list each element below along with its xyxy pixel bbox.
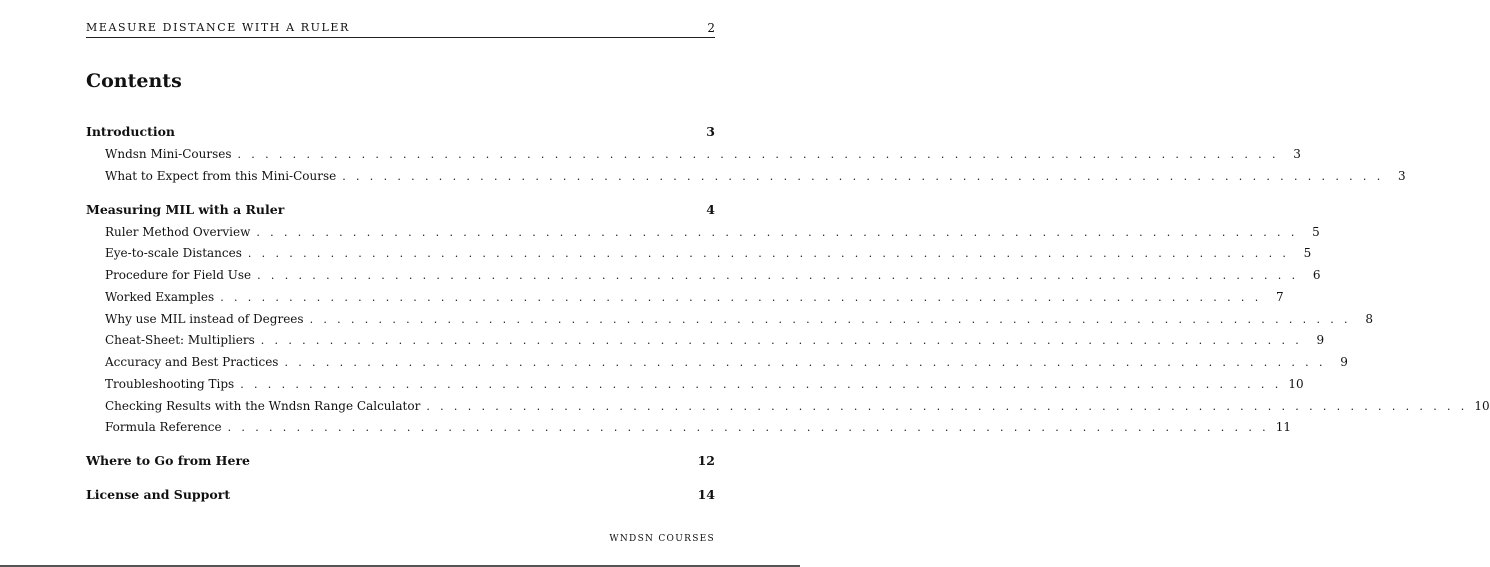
toc-entry-range-calculator[interactable] xyxy=(105,397,1490,415)
toc-entry-accuracy[interactable] xyxy=(105,353,1348,371)
toc-section-label: License and Support xyxy=(86,487,231,502)
toc-entry-page: 10 xyxy=(1474,399,1490,413)
toc-section-page: 12 xyxy=(697,453,715,468)
toc-section-label: Measuring MIL with a Ruler xyxy=(86,202,285,217)
toc-entry-page: 5 xyxy=(1312,225,1320,239)
toc-entry-label: What to Expect from this Mini-Course xyxy=(105,169,337,183)
toc-entry-ruler-method-overview[interactable] xyxy=(105,223,1320,241)
toc-entry-page: 10 xyxy=(1288,377,1304,391)
toc-entry-formula-reference[interactable] xyxy=(105,418,1292,436)
running-title: MEASURE DISTANCE WITH A RULER xyxy=(86,21,350,34)
toc-entry-page: 7 xyxy=(1275,290,1284,304)
toc-entry-troubleshooting[interactable] xyxy=(105,375,1304,393)
toc-entry-page: 8 xyxy=(1365,312,1373,326)
toc-title: Contents xyxy=(86,70,182,92)
toc-entry-eye-to-scale[interactable] xyxy=(105,244,1312,262)
toc-entry-page: 9 xyxy=(1316,333,1325,347)
toc-section-label: Where to Go from Here xyxy=(86,453,250,468)
dot-leader: . . . . . . . . . . . . . . . . . . . . . . . . . . . . . . . . . . . . . . . . . . . . . . . . . . . . . . . . . . . . . . . . . . . . . . . . . . . . xyxy=(426,400,1468,413)
toc-entry-page: 3 xyxy=(1293,147,1301,161)
dot-leader: . . . . . . . . . . . . . . . . . . . . . . . . . . . . . . . . . . . . . . . . . . . . . . . . . . . . . . . . . . . . . . . . . . . . . . . . . . . . xyxy=(237,148,1279,161)
toc-entry-label: Eye-to-scale Distances xyxy=(105,246,242,260)
page-footer: WNDSN COURSES xyxy=(609,534,715,544)
toc-entry-page: 11 xyxy=(1275,420,1292,434)
toc-section-measuring-mil[interactable] xyxy=(86,201,715,219)
toc-entry-label: Procedure for Field Use xyxy=(105,268,252,282)
dot-leader: . . . . . . . . . . . . . . . . . . . . . . . . . . . . . . . . . . . . . . . . . . . . . . . . . . . . . . . . . . . . . . . . . . . . . . . . . . . . xyxy=(227,421,1270,434)
toc-entry-label: Ruler Method Overview xyxy=(105,225,251,239)
dot-leader: . . . . . . . . . . . . . . . . . . . . . . . . . . . . . . . . . . . . . . . . . . . . . . . . . . . . . . . . . . . . . . . . . . . . . . . . . . . . xyxy=(309,313,1351,326)
toc-entry-label: Checking Results with the Wndsn Range Calculator xyxy=(105,399,421,413)
toc-entry-why-mil[interactable] xyxy=(105,310,1373,328)
toc-section-page: 14 xyxy=(697,487,715,502)
dot-leader: . . . . . . . . . . . . . . . . . . . . . . . . . . . . . . . . . . . . . . . . . . . . . . . . . . . . . . . . . . . . . . . . . . . . . . . . . . . . xyxy=(284,356,1326,369)
toc-entry-label: Formula Reference xyxy=(105,420,222,434)
page-number: 2 xyxy=(707,21,715,35)
toc-section-license[interactable] xyxy=(86,486,715,504)
dot-leader: . . . . . . . . . . . . . . . . . . . . . . . . . . . . . . . . . . . . . . . . . . . . . . . . . . . . . . . . . . . . . . . . . . . . . . . . . . . . xyxy=(240,378,1282,391)
toc-entry-cheat-sheet[interactable] xyxy=(105,331,1325,349)
dot-leader: . . . . . . . . . . . . . . . . . . . . . . . . . . . . . . . . . . . . . . . . . . . . . . . . . . . . . . . . . . . . . . . . . . . . . . . . . . . . xyxy=(342,170,1384,183)
dot-leader: . . . . . . . . . . . . . . . . . . . . . . . . . . . . . . . . . . . . . . . . . . . . . . . . . . . . . . . . . . . . . . . . . . . . . . . . . . . . xyxy=(257,269,1299,282)
dot-leader: . . . . . . . . . . . . . . . . . . . . . . . . . . . . . . . . . . . . . . . . . . . . . . . . . . . . . . . . . . . . . . . . . . . . . . . . . . . . xyxy=(256,226,1298,239)
toc-entry-label: Accuracy and Best Practices xyxy=(105,355,279,369)
toc-entry-label: Why use MIL instead of Degrees xyxy=(105,312,304,326)
dot-leader: . . . . . . . . . . . . . . . . . . . . . . . . . . . . . . . . . . . . . . . . . . . . . . . . . . . . . . . . . . . . . . . . . . . . . . . . . . . . xyxy=(247,247,1290,260)
toc-entry-label: Cheat-Sheet: Multipliers xyxy=(105,333,255,347)
toc-entry-procedure-field-use[interactable] xyxy=(105,266,1321,284)
toc-section-page: 3 xyxy=(706,124,715,139)
toc-section-where-to-go[interactable] xyxy=(86,452,715,470)
dot-leader: . . . . . . . . . . . . . . . . . . . . . . . . . . . . . . . . . . . . . . . . . . . . . . . . . . . . . . . . . . . . . . . . . . . . . . . . . . . . xyxy=(220,291,1262,304)
toc-entry-wndsn-mini-courses[interactable] xyxy=(105,145,1301,163)
toc-entry-page: 6 xyxy=(1312,268,1321,282)
toc-section-page: 4 xyxy=(706,202,715,217)
toc-entry-what-to-expect[interactable] xyxy=(105,167,1406,185)
toc-section-label: Introduction xyxy=(86,124,176,139)
page-header xyxy=(86,21,715,38)
toc-entry-worked-examples[interactable] xyxy=(105,288,1284,306)
toc-entry-page: 3 xyxy=(1397,169,1406,183)
toc-section-introduction[interactable] xyxy=(86,123,715,141)
toc-entry-label: Wndsn Mini-Courses xyxy=(105,147,232,161)
toc-entry-page: 9 xyxy=(1340,355,1348,369)
dot-leader: . . . . . . . . . . . . . . . . . . . . . . . . . . . . . . . . . . . . . . . . . . . . . . . . . . . . . . . . . . . . . . . . . . . . . . . . . . . . xyxy=(260,334,1303,347)
toc-entry-label: Troubleshooting Tips xyxy=(105,377,235,391)
toc-entry-label: Worked Examples xyxy=(105,290,215,304)
toc-entry-page: 5 xyxy=(1303,246,1312,260)
